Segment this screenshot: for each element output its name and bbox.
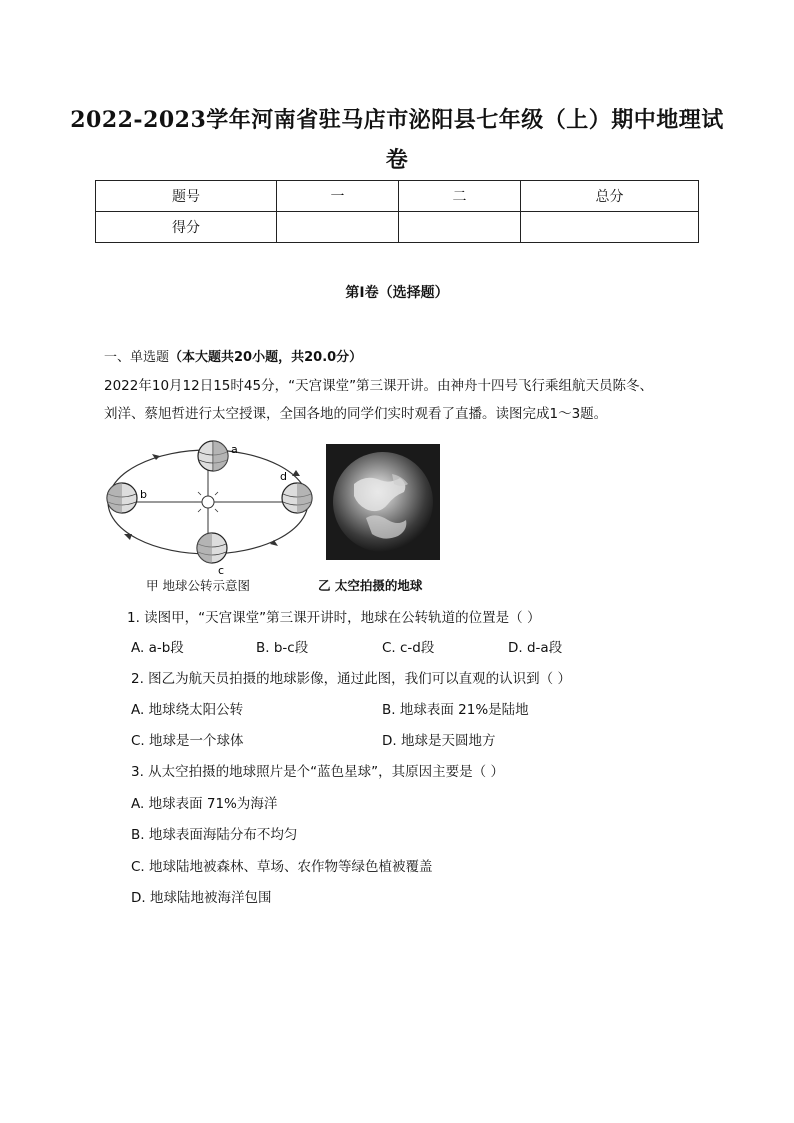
score-cell-part-2[interactable] — [399, 212, 521, 243]
question-3-option-b[interactable]: B. 地球表面海陆分布不均匀 — [131, 827, 298, 843]
row-label-score: 得分 — [96, 212, 277, 243]
score-cell-part-1[interactable] — [277, 212, 399, 243]
header-cell-number: 题号 — [96, 181, 277, 212]
part-heading-prefix: 一、单选题 — [104, 350, 170, 365]
question-2-text: 2. 图乙为航天员拍摄的地球影像，通过此图，我们可以直观的认识到（ ） — [131, 671, 571, 687]
header-cell-total: 总分 — [521, 181, 699, 212]
earth-globe-a — [198, 441, 228, 471]
part-heading-detail: （本大题共20小题，共20.0分） — [169, 350, 363, 365]
intro-paragraph — [104, 372, 704, 428]
document-title — [60, 100, 734, 180]
orbit-label-d: d — [280, 470, 287, 483]
figure-b-caption: 乙 太空拍摄的地球 — [318, 578, 423, 593]
orbit-label-a: a — [231, 443, 238, 456]
score-table-score-row — [96, 212, 699, 243]
question-2-option-c[interactable]: C. 地球是一个球体 — [131, 733, 244, 749]
question-3-option-a[interactable]: A. 地球表面 71%为海洋 — [131, 796, 278, 812]
score-cell-total[interactable] — [521, 212, 699, 243]
question-1-option-d[interactable]: D. d-a段 — [508, 640, 563, 656]
part-heading — [104, 346, 362, 365]
question-1-text: 1. 读图甲，“天宫课堂”第三课开讲时，地球在公转轨道的位置是（ ） — [127, 610, 541, 626]
question-3-option-c[interactable]: C. 地球陆地被森林、草场、农作物等绿色植被覆盖 — [131, 859, 433, 875]
title-line-1: 2022-2023学年河南省驻马店市泌阳县七年级（上）期中地理试 — [70, 107, 724, 133]
question-2-option-b[interactable]: B. 地球表面 21%是陆地 — [382, 702, 529, 718]
orbit-label-c: c — [218, 564, 225, 577]
figure-a-caption: 甲 地球公转示意图 — [146, 578, 250, 593]
orbit-label-b: b — [140, 488, 147, 501]
earth-globe-c — [197, 533, 227, 563]
question-1-option-c[interactable]: C. c-d段 — [382, 640, 435, 656]
score-table-header-row — [96, 181, 699, 212]
earth-orbit-diagram — [100, 440, 315, 592]
intro-line-2: 刘洋、蔡旭哲进行太空授课，全国各地的同学们实时观看了直播。读图完成1～3题。 — [104, 406, 608, 422]
score-table — [95, 180, 699, 243]
question-1-option-b[interactable]: B. b-c段 — [256, 640, 309, 656]
question-2-option-a[interactable]: A. 地球绕太阳公转 — [131, 702, 244, 718]
earth-photo — [326, 444, 440, 560]
question-3-text: 3. 从太空拍摄的地球照片是个“蓝色星球”，其原因主要是（ ） — [131, 764, 504, 780]
title-line-2: 卷 — [385, 147, 409, 173]
earth-globe-b — [107, 483, 137, 513]
header-cell-part-2: 二 — [399, 181, 521, 212]
question-3-option-d[interactable]: D. 地球陆地被海洋包围 — [131, 890, 272, 906]
header-cell-part-1: 一 — [277, 181, 399, 212]
volume-title: 第I卷（选择题） — [345, 285, 449, 301]
question-1-option-a[interactable]: A. a-b段 — [131, 640, 184, 656]
earth-globe-d — [282, 483, 312, 513]
intro-line-1: 2022年10月12日15时45分，“天宫课堂”第三课开讲。由神舟十四号飞行乘组航天员陈冬、 — [104, 378, 654, 394]
question-2-option-d[interactable]: D. 地球是天圆地方 — [382, 733, 496, 749]
